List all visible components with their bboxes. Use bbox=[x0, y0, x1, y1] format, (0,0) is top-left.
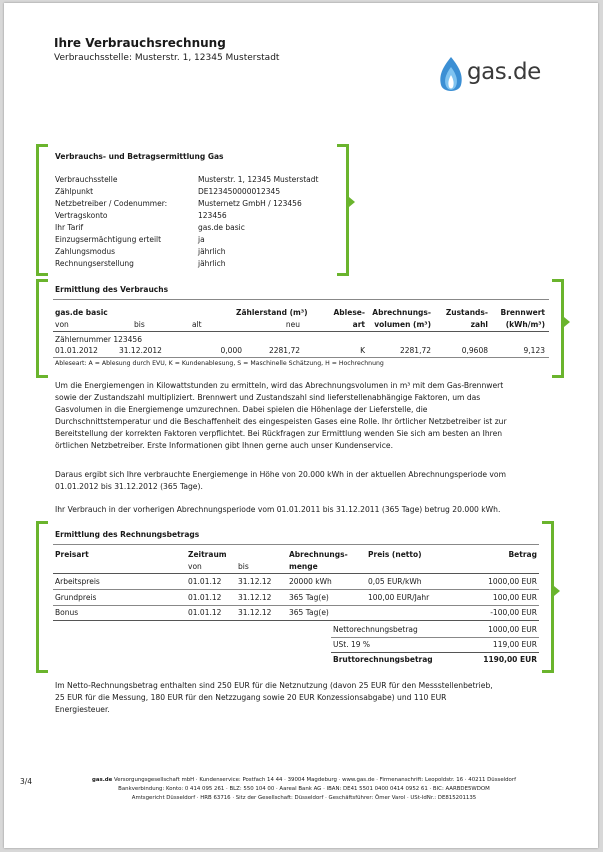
text-line: örtlichen Netzbetreiber. Erste Informationen gibt Ihnen gerne auch unser Kundenservice. bbox=[55, 441, 394, 450]
row-betrag: -100,00 EUR bbox=[490, 608, 537, 617]
row-von: 01.01.12 bbox=[188, 577, 222, 586]
s1-value: ja bbox=[198, 235, 205, 244]
s1-label: Vertragskonto bbox=[55, 211, 108, 220]
s1-value: gas.de basic bbox=[198, 223, 245, 232]
row-brennwert: 9,123 bbox=[523, 346, 545, 355]
divider bbox=[53, 573, 539, 574]
divider bbox=[53, 331, 549, 332]
s1-label: Zählpunkt bbox=[55, 187, 94, 196]
row-von: 01.01.12 bbox=[188, 608, 222, 617]
col-neu: neu bbox=[285, 320, 300, 329]
section3-arrow-icon bbox=[554, 586, 560, 596]
col-zustands: Zustands- bbox=[445, 308, 488, 317]
col-preisart: Preisart bbox=[55, 550, 89, 559]
text-line: sowie der Zustandszahl multipliziert. Brennwert und Zustandszahl sind lieferstellenabhängige Faktoren, um das bbox=[55, 393, 481, 402]
row-bis: 31.12.2012 bbox=[119, 346, 162, 355]
col-von: von bbox=[188, 562, 202, 571]
footer-line-1 bbox=[64, 776, 544, 785]
text-line: Bereitstellung der korrekten Faktoren verpflichtet. Bei Rückfragen zur Ermittlung wenden Sie sich am besten an Ihren bbox=[55, 429, 503, 438]
col-ablese: Ablese- bbox=[333, 308, 365, 317]
meter-number: Zählernummer 123456 bbox=[55, 335, 142, 344]
row-volumen: 2281,72 bbox=[399, 346, 431, 355]
row-betrag: 100,00 EUR bbox=[492, 593, 537, 602]
col-betrag: Betrag bbox=[508, 550, 537, 559]
document-page bbox=[4, 3, 598, 848]
section2-arrow-icon bbox=[564, 317, 570, 327]
row-bis: 31.12.12 bbox=[238, 577, 272, 586]
footer bbox=[64, 776, 544, 803]
col-zahl: zahl bbox=[470, 320, 488, 329]
s1-value: jährlich bbox=[198, 259, 226, 268]
energy-paragraph bbox=[55, 469, 545, 493]
col-von: von bbox=[55, 320, 69, 329]
row-betrag: 1000,00 EUR bbox=[488, 577, 537, 586]
footer-line-2: Bankverbindung: Konto: 0 414 095 261 · BLZ: 550 104 00 · Aareal Bank AG · IBAN: DE41 5501 0400 0414 0952 61 · BIC: AARBDE5WDOM bbox=[118, 786, 490, 792]
s1-value: jährlich bbox=[198, 247, 226, 256]
s1-value: Musterstr. 1, 12345 Musterstadt bbox=[198, 175, 319, 184]
col-menge2: menge bbox=[289, 562, 318, 571]
s1-value: DE123450000012345 bbox=[198, 187, 281, 196]
row-menge: 20000 kWh bbox=[289, 577, 332, 586]
row-neu: 2281,72 bbox=[268, 346, 300, 355]
divider bbox=[53, 299, 549, 300]
netto-value: 1000,00 EUR bbox=[488, 625, 537, 634]
row-art: Arbeitspreis bbox=[55, 577, 100, 586]
flame-icon bbox=[437, 55, 465, 97]
page-title: Ihre Verbrauchsrechnung bbox=[54, 36, 226, 50]
explanation-paragraph bbox=[55, 380, 545, 452]
previous-period-paragraph: Ihr Verbrauch in der vorherigen Abrechnungsperiode vom 01.01.2011 bis 31.12.2011 (365 Tage) betrug 20.000 kWh. bbox=[55, 505, 501, 514]
row-menge: 365 Tag(e) bbox=[289, 608, 329, 617]
text-line: Energiesteuer. bbox=[55, 705, 110, 714]
col-kwh: (kWh/m³) bbox=[505, 320, 545, 329]
ust-value: 119,00 EUR bbox=[492, 640, 537, 649]
section2-bracket-left bbox=[36, 279, 48, 378]
col-preis: Preis (netto) bbox=[368, 550, 422, 559]
section3-title: Ermittlung des Rechnungsbetrags bbox=[55, 530, 200, 539]
row-preis: 100,00 EUR/Jahr bbox=[368, 593, 430, 602]
s1-label: Netzbetreiber / Codenummer: bbox=[55, 199, 168, 208]
row-art: Grundpreis bbox=[55, 593, 97, 602]
s1-label: Ihr Tarif bbox=[55, 223, 84, 232]
col-menge1: Abrechnungs- bbox=[289, 550, 348, 559]
row-bis: 31.12.12 bbox=[238, 593, 272, 602]
footer-brand: gas.de bbox=[92, 777, 113, 783]
s1-value: Musternetz GmbH / 123456 bbox=[198, 199, 302, 208]
text-line: Daraus ergibt sich Ihre verbrauchte Energiemenge in Höhe von 20.000 kWh in der aktuellen Abrechnungsperiode vom bbox=[55, 470, 506, 479]
row-alt: 0,000 bbox=[220, 346, 242, 355]
col-brennwert: Brennwert bbox=[500, 308, 545, 317]
row-von: 01.01.2012 bbox=[55, 346, 98, 355]
s1-label: Einzugsermächtigung erteilt bbox=[55, 235, 162, 244]
text-line: 01.01.2012 bis 31.12.2012 (365 Tage). bbox=[55, 482, 203, 491]
text-line: Um die Energiemengen in Kilowattstunden zu ermitteln, wird das Abrechnungsvolumen in m³ mit dem Gas-Brennwert bbox=[55, 381, 504, 390]
col-bis: bis bbox=[134, 320, 145, 329]
gas-de-logo bbox=[437, 55, 557, 99]
footer-company: Versorgungsgesellschaft mbH · Kundenservice: Postfach 14 44 · 39004 Magdeburg · www.gas.de · Firmenanschrift: Leopoldstr. 16 · 40211 Düsseldorf bbox=[112, 777, 516, 783]
ableseart-legend: Ableseart: A = Ablesung durch EVU, K = Kundenablesung, S = Maschinelle Schätzung, H = Hochrechnung bbox=[55, 360, 384, 367]
col-alt: alt bbox=[192, 320, 202, 329]
section1-title: Verbrauchs- und Betragsermittlung Gas bbox=[55, 152, 224, 161]
col-abrechnungs: Abrechnungs- bbox=[372, 308, 431, 317]
row-bis: 31.12.12 bbox=[238, 608, 272, 617]
row-art: K bbox=[360, 346, 365, 355]
s1-value: 123456 bbox=[198, 211, 227, 220]
section2-title: Ermittlung des Verbrauchs bbox=[55, 285, 169, 294]
divider bbox=[53, 620, 539, 621]
logo-text: gas.de bbox=[467, 59, 541, 85]
s1-label: Verbrauchsstelle bbox=[55, 175, 118, 184]
section3-bracket-left bbox=[36, 521, 48, 673]
divider bbox=[53, 357, 549, 358]
tariff-name: gas.de basic bbox=[55, 308, 108, 317]
s1-label: Zahlungsmodus bbox=[55, 247, 116, 256]
divider bbox=[53, 605, 539, 606]
brutto-label: Bruttorechnungsbetrag bbox=[333, 655, 433, 664]
col-zeitraum: Zeitraum bbox=[188, 550, 227, 559]
ust-label: USt. 19 % bbox=[333, 640, 371, 649]
section3-bracket-right bbox=[542, 521, 554, 673]
netto-label: Nettorechnungsbetrag bbox=[333, 625, 418, 634]
row-menge: 365 Tag(e) bbox=[289, 593, 329, 602]
brutto-value: 1190,00 EUR bbox=[483, 655, 537, 664]
divider bbox=[53, 544, 539, 545]
netto-breakdown-paragraph bbox=[55, 680, 545, 716]
page-number: 3/4 bbox=[20, 777, 33, 786]
col-zaehlerstand: Zählerstand (m³) bbox=[236, 308, 308, 317]
text-line: Gasvolumen in die Energiemenge umzurechnen. Dabei spielen die Höhenlage der Lieferstelle, die bbox=[55, 405, 428, 414]
row-preis: 0,05 EUR/kWh bbox=[368, 577, 422, 586]
page-subtitle: Verbrauchsstelle: Musterstr. 1, 12345 Musterstadt bbox=[54, 53, 280, 63]
divider bbox=[331, 652, 539, 653]
footer-line-3: Amtsgericht Düsseldorf · HRB 63716 · Sitz der Gesellschaft: Düsseldorf · Geschäftsführer: Ömer Varol · USt-IdNr.: DE815201135 bbox=[131, 795, 477, 801]
text-line: Durchschnittstemperatur und die Beschaffenheit des eingespeisten Gases eine Rolle. Ihr örtlicher Netzbetreiber ist zur bbox=[55, 417, 507, 426]
s1-label: Rechnungserstellung bbox=[55, 259, 134, 268]
text-line: Im Netto-Rechnungsbetrag enthalten sind 250 EUR für die Netznutzung (davon 25 EUR für den Messstellenbetrieb, bbox=[55, 681, 493, 690]
text-line: 25 EUR für die Messung, 180 EUR für den Netzzugang sowie 20 EUR Konzessionsabgabe) und 110 EUR bbox=[55, 693, 447, 702]
divider bbox=[331, 637, 539, 638]
col-bis: bis bbox=[238, 562, 249, 571]
section1-arrow-icon bbox=[349, 197, 355, 207]
section1-bracket-left bbox=[36, 144, 48, 276]
divider bbox=[53, 589, 539, 590]
section2-bracket-right bbox=[552, 279, 564, 378]
row-art: Bonus bbox=[55, 608, 79, 617]
row-zahl: 0,9608 bbox=[461, 346, 488, 355]
col-volumen: volumen (m³) bbox=[374, 320, 431, 329]
row-von: 01.01.12 bbox=[188, 593, 222, 602]
col-art: art bbox=[352, 320, 365, 329]
section1-bracket-right bbox=[337, 144, 349, 276]
